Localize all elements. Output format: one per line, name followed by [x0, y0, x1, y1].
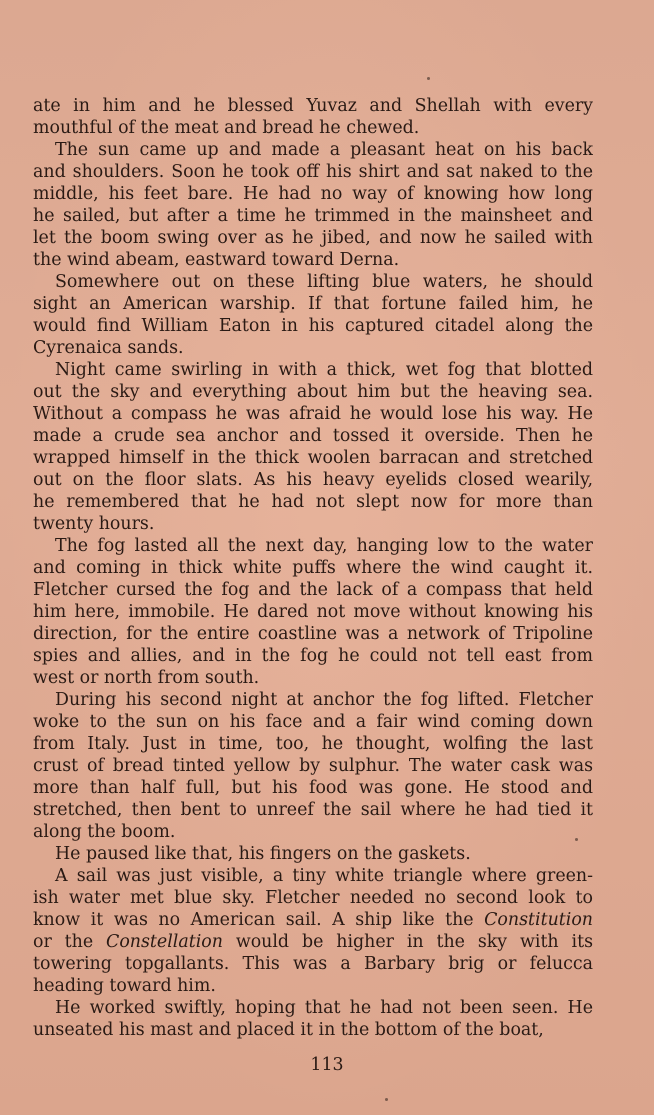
text-line: spies and allies, and in the fog he could not tell east from	[33, 646, 593, 666]
text-line: The sun came up and made a pleasant heat on his back	[55, 140, 593, 160]
print-speck	[575, 838, 578, 841]
text-line	[33, 931, 593, 953]
text-line: from Italy. Just in time, too, he thought, wolfing the last	[33, 734, 593, 754]
text-line: woke to the sun on his face and a fair wind coming down	[33, 712, 593, 732]
text-line: middle, his feet bare. He had no way of knowing how long	[33, 184, 593, 204]
text-line: mouthful of the meat and bread he chewed.	[33, 118, 420, 138]
ship-name-italic: Constellation	[106, 932, 223, 952]
text-line: The fog lasted all the next day, hanging low to the water	[55, 536, 593, 556]
text-line: along the boom.	[33, 822, 176, 842]
text-line: twenty hours.	[33, 514, 155, 534]
text-line: towering topgallants. This was a Barbary brig or felucca	[33, 954, 593, 974]
text-line: unseated his mast and placed it in the bottom of the boat,	[33, 1020, 544, 1040]
text-line: ish water met blue sky. Fletcher needed no second look to	[33, 888, 593, 908]
text-line: and coming in thick white puffs where the wind caught it.	[33, 558, 593, 578]
text-line: the wind abeam, eastward toward Derna.	[33, 250, 400, 270]
text-line: he sailed, but after a time he trimmed in the mainsheet and	[33, 206, 593, 226]
text-line: stretched, then bent to unreef the sail where he had tied it	[33, 800, 593, 820]
text-line: Without a compass he was afraid he would lose his way. He	[33, 404, 593, 424]
text-line: would find William Eaton in his captured citadel along the	[33, 316, 593, 336]
text-line: and shoulders. Soon he took off his shirt and sat naked to the	[33, 162, 593, 182]
text-line: made a crude sea anchor and tossed it overside. Then he	[33, 426, 593, 446]
text-line: more than half full, but his food was gone. He stood and	[33, 778, 593, 798]
text-line: ate in him and he blessed Yuvaz and Shellah with every	[33, 96, 593, 116]
text-line: Fletcher cursed the fog and the lack of a compass that held	[33, 580, 593, 600]
text-line: out the sky and everything about him but the heaving sea.	[33, 382, 593, 402]
text-line: During his second night at anchor the fog lifted. Fletcher	[55, 690, 593, 710]
text-line: he remembered that he had not slept now for more than	[33, 492, 593, 512]
text-line: heading toward him.	[33, 976, 216, 996]
print-speck	[385, 1098, 388, 1101]
text-line: sight an American warship. If that fortune failed him, he	[33, 294, 593, 314]
text-segment: would be higher in the sky with its	[222, 932, 593, 952]
text-segment: or the	[33, 932, 107, 952]
text-line	[33, 909, 593, 931]
text-line: out on the floor slats. As his heavy eyelids closed wearily,	[33, 470, 593, 490]
text-line: Somewhere out on these lifting blue waters, he should	[55, 272, 593, 292]
text-line: direction, for the entire coastline was a network of Tripoline	[33, 624, 593, 644]
body-text	[33, 95, 593, 1041]
text-line: him here, immobile. He dared not move without knowing his	[33, 602, 593, 622]
text-line: He paused like that, his fingers on the gaskets.	[55, 844, 471, 864]
text-line: Cyrenaica sands.	[33, 338, 184, 358]
ship-name-italic: Constitution	[484, 910, 593, 930]
text-line: He worked swiftly, hoping that he had not been seen. He	[55, 998, 593, 1018]
text-line: Night came swirling in with a thick, wet fog that blotted	[55, 360, 593, 380]
text-line: west or north from south.	[33, 668, 260, 688]
text-line: wrapped himself in the thick woolen barracan and stretched	[33, 448, 593, 468]
text-line: A sail was just visible, a tiny white triangle where green-	[55, 866, 593, 886]
text-line: let the boom swing over as he jibed, and now he sailed with	[33, 228, 593, 248]
page-number: 113	[310, 1055, 344, 1075]
print-speck	[427, 77, 430, 80]
text-line: crust of bread tinted yellow by sulphur. The water cask was	[33, 756, 593, 776]
text-segment: know it was no American sail. A ship like the	[33, 910, 485, 930]
